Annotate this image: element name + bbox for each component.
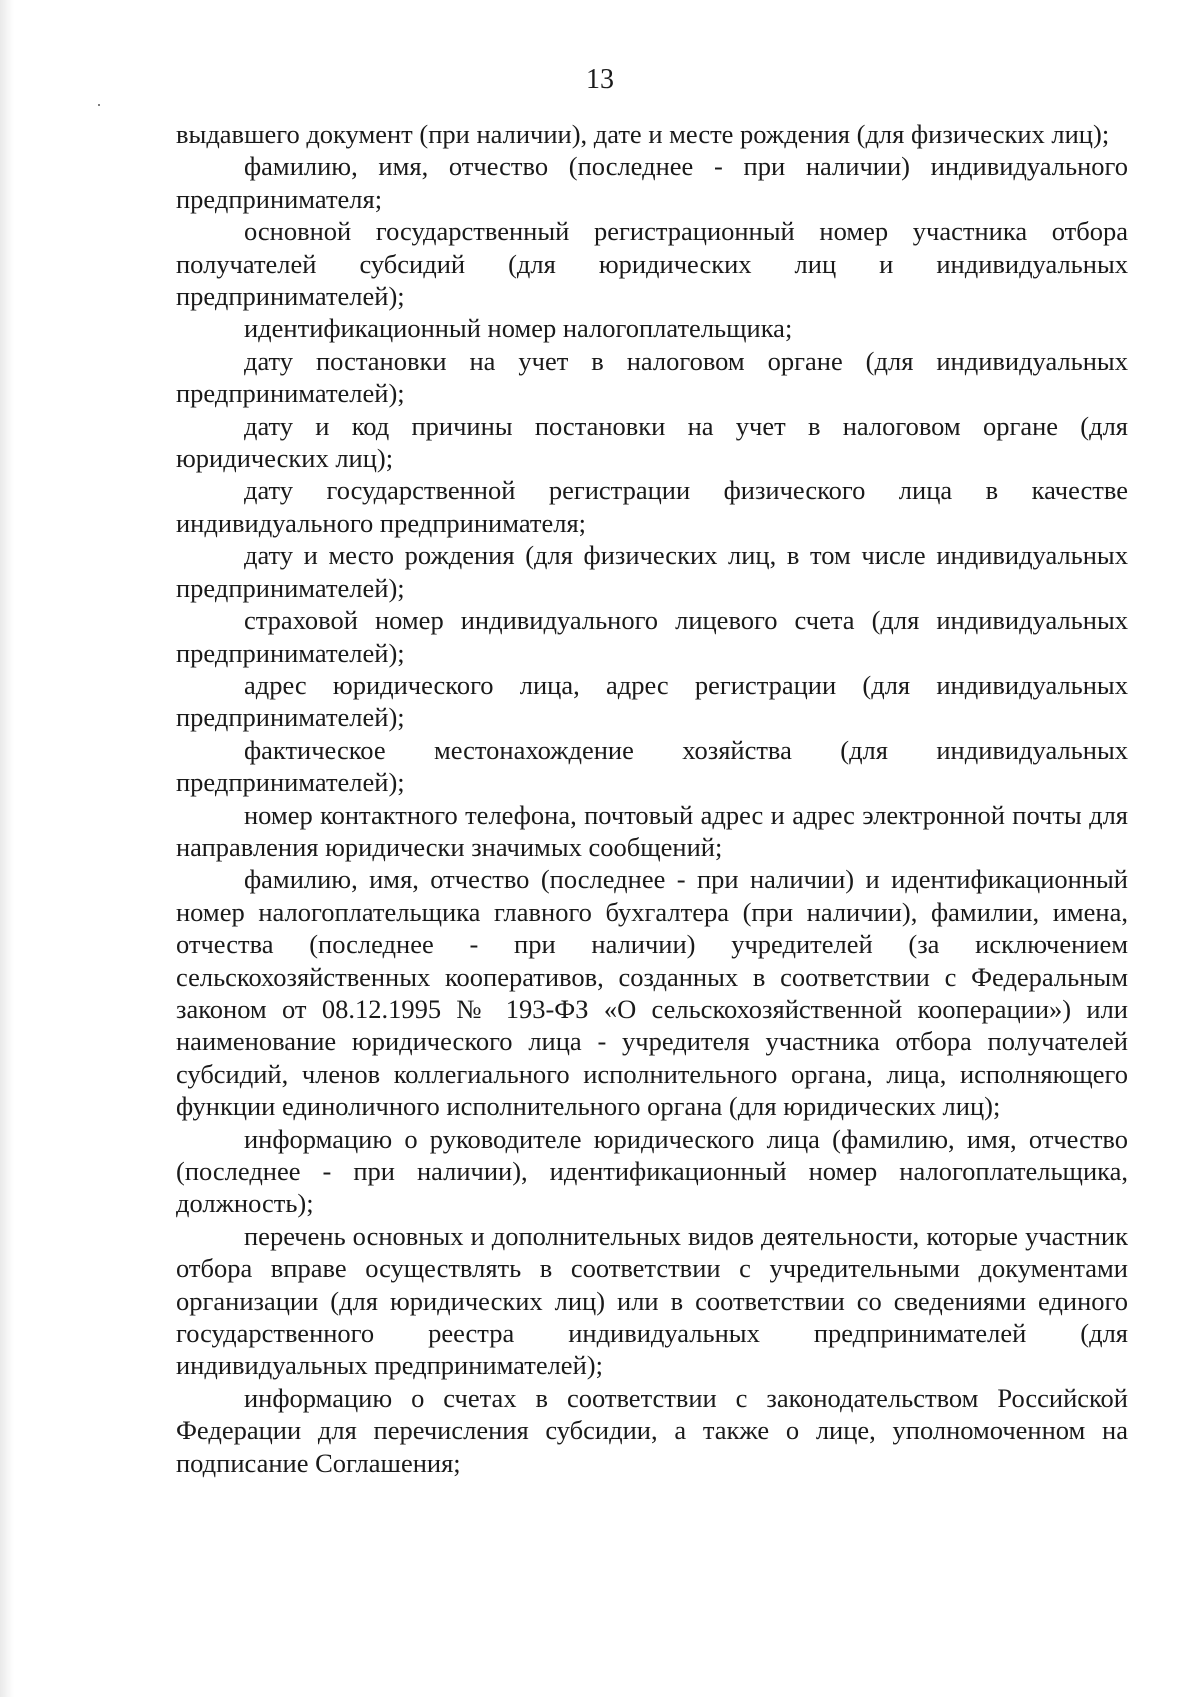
paragraph: выдавшего документ (при наличии), дате и месте рождения (для физических лиц); xyxy=(176,119,1110,149)
paragraph: идентификационный номер налогоплательщика; xyxy=(244,313,793,344)
paragraph: информацию о счетах в соответствии с законодательством Российской Федерации для перечисления субсидии, а также о лице, уполномоченном на подписание Соглашения; xyxy=(176,1382,1128,1478)
scan-speck xyxy=(98,104,100,106)
paragraph: фамилию, имя, отчество (последнее - при наличии) и идентификационный номер налогоплательщика главного бухгалтера (при наличии), фамилии, имена, отчества (последнее - при наличии) учредителей (за исключением сельскохозяйственных кооперативов, созданных в соответствии с Федеральным законом от 08.12.1995 № 193-ФЗ «О сельскохозяйственной кооперации») или наименование юридического лица - учредителя участника отбора получателей субсидий, членов коллегиального исполнительного органа, лица, исполняющего функции единоличного исполнительного органа (для юридических лиц); xyxy=(176,864,1128,1122)
document-body xyxy=(176,118,1128,1479)
paragraph: перечень основных и дополнительных видов деятельности, которые участник отбора вправе осуществлять в соответствии с учредительными документами организации (для юридических лиц) или в соответствии со сведениями единого государственного реестра индивидуальных предпринимателей (для индивидуальных предпринимателей); xyxy=(176,1220,1128,1381)
paragraph: основной государственный регистрационный номер участника отбора получателей субсидий (для юридических лиц и индивидуальных предпринимателей); xyxy=(176,216,1128,312)
paragraph: фактическое местонахождение хозяйства (для индивидуальных предпринимателей); xyxy=(176,734,1128,798)
scan-edge-shadow xyxy=(0,0,14,1697)
page-number: 13 xyxy=(586,64,614,95)
paragraph: информацию о руководителе юридического лица (фамилию, имя, отчество (последнее - при наличии), идентификационный номер налогоплательщика, должность); xyxy=(176,1123,1128,1219)
paragraph: дату и код причины постановки на учет в налоговом органе (для юридических лиц); xyxy=(176,410,1128,474)
paragraph: страховой номер индивидуального лицевого счета (для индивидуальных предпринимателей); xyxy=(176,605,1128,668)
paragraph: дату постановки на учет в налоговом органе (для индивидуальных предпринимателей); xyxy=(176,345,1128,409)
paragraph: дату государственной регистрации физического лица в качестве индивидуального предпринимателя; xyxy=(176,475,1128,538)
paragraph: адрес юридического лица, адрес регистрации (для индивидуальных предпринимателей); xyxy=(176,669,1128,733)
paragraph: номер контактного телефона, почтовый адрес и адрес электронной почты для направления юридически значимых сообщений; xyxy=(176,799,1128,862)
paragraph: фамилию, имя, отчество (последнее - при наличии) индивидуального предпринимателя; xyxy=(176,151,1128,214)
paragraph: дату и место рождения (для физических лиц, в том числе индивидуальных предпринимателей); xyxy=(176,540,1128,603)
